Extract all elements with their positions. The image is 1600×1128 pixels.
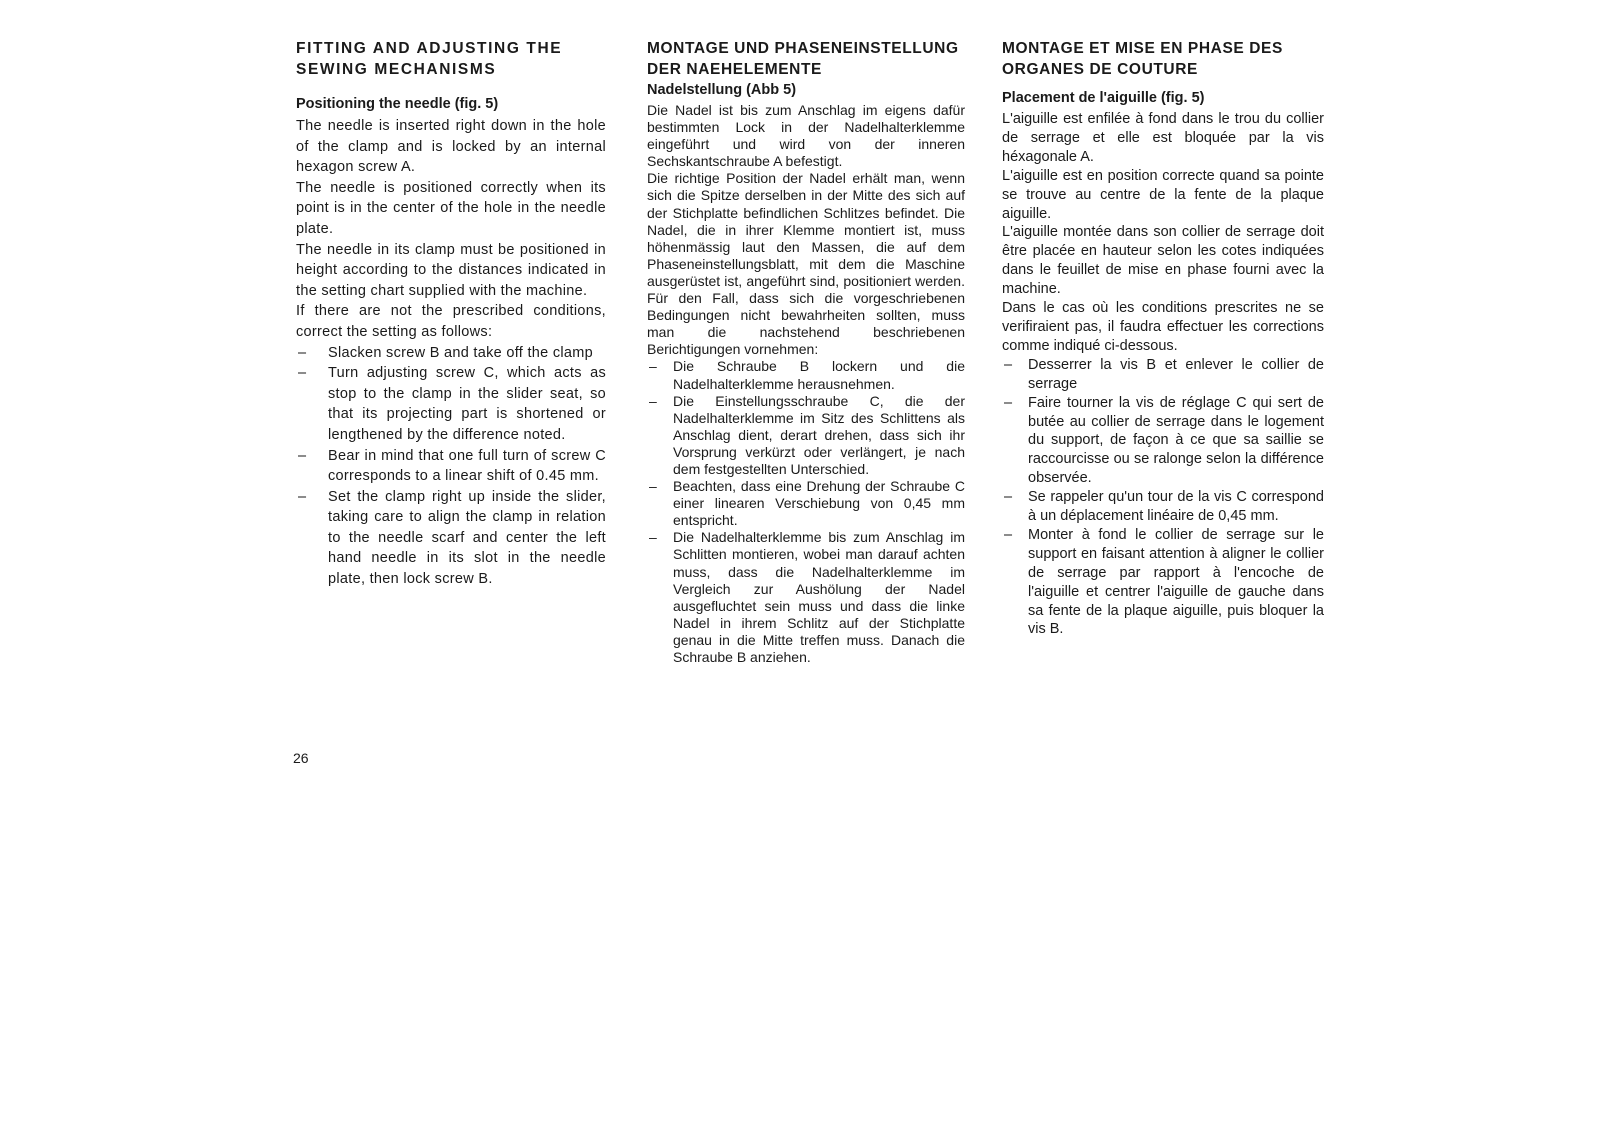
dash-bullet: – (298, 344, 307, 361)
list-item (647, 393, 965, 478)
dash-bullet: – (298, 365, 307, 382)
french-column (1002, 38, 1324, 639)
step-text: Desserrer la vis B et enlever le collier de serrage (1028, 356, 1324, 392)
french-subheading: Placement de l'aiguille (fig. 5) (1002, 90, 1205, 106)
french-steps-list (1002, 356, 1324, 640)
step-text: Se rappeler qu'un tour de la vis C correspond à un déplacement linéaire de 0,45 mm. (1028, 489, 1324, 525)
list-item (1002, 488, 1324, 526)
dash-bullet: – (649, 358, 657, 375)
list-item (1002, 394, 1324, 489)
step-text: Slacken screw B and take off the clamp (328, 344, 594, 361)
page-number: 26 (293, 750, 309, 766)
dash-bullet: – (298, 447, 307, 464)
english-paragraph: The needle is positioned correctly when its point is in the center of the hole in the needle plate. (296, 179, 606, 237)
french-paragraph: L'aiguille est enfilée à fond dans le trou du collier de serrage et elle est bloquée par la vis héxagonale A. (1002, 111, 1324, 165)
english-column (296, 38, 606, 590)
english-paragraph: If there are not the prescribed conditions, correct the setting as follows: (296, 303, 606, 340)
list-item (296, 487, 606, 590)
list-item (647, 478, 965, 529)
german-paragraph: Die richtige Position der Nadel erhält man, wenn sich die Spitze derselben in der Mitte des sich auf der Stichplatte befindlichen Schlitzes befindet. Die Nadel, die in ihrer Klemme montiert ist, muss höhenmässig laut den Massen, die auf dem Phaseneinstellungsblatt, mit dem die Maschine ausgerüstet ist, angeführt sind, positioniert werden. Für den Fall, dass sich die vorgeschriebenen Bedingungen nicht bewahrheiten sollten, muss man die nachstehend beschriebenen Berichtigungen vornehmen: (647, 170, 965, 358)
step-text: Die Schraube B lockern und die Nadelhalterklemme herausnehmen. (673, 358, 965, 392)
step-text: Bear in mind that one full turn of screw C corresponds to a linear shift of 0.45 mm. (328, 447, 606, 485)
step-text: Die Nadelhalterklemme bis zum Anschlag im Schlitten montieren, wobei man darauf achten muss, dass die Nadelhalterklemme im Vergleich zur Aushölung der Nadel ausgefluchtet sein muss und dass die linke Nadel in ihrem Schlitz auf der Stichplatte genau in die Mitte treffen muss. Danach die Schraube B anziehen. (673, 529, 965, 665)
step-text: Faire tourner la vis de réglage C qui sert de butée au collier de serrage dans le logement du support, de façon à ce que sa saillie se raccourcisse ou se ralonge selon la différence observée. (1028, 394, 1324, 487)
dash-bullet: – (298, 488, 307, 505)
german-subheading: Nadelstellung (Abb 5) (647, 82, 797, 98)
list-item (296, 343, 606, 364)
step-text: Turn adjusting screw C, which acts as stop to the clamp in the slider seat, so that its projecting part is shortened or lengthened by the difference noted. (328, 365, 606, 443)
english-subheading: Positioning the needle (fig. 5) (296, 96, 499, 112)
english-heading: FITTING AND ADJUSTING THE SEWING MECHANISMS (296, 40, 563, 78)
step-text: Die Einstellungsschraube C, die der Nadelhalterklemme im Sitz des Schlittens als Anschlag dient, derart drehen, dass sich ihr Vorsprung verkürzt oder verlängert, je nach dem festgestellten Unterschied. (673, 392, 965, 477)
list-item (647, 358, 965, 392)
list-item (1002, 356, 1324, 394)
french-paragraph: L'aiguille montée dans son collier de serrage doit être placée en hauteur selon les cotes indiquées dans le feuillet de mise en phase fourni avec la machine. (1002, 224, 1324, 298)
french-paragraph: L'aiguille est en position correcte quand sa pointe se trouve au centre de la fente de la plaque aiguille. (1002, 167, 1324, 222)
list-item (296, 446, 606, 487)
list-item (296, 363, 606, 445)
step-text: Monter à fond le collier de serrage sur le support en faisant attention à aligner le collier de serrage par rapport à l'encoche de l'aiguille et centrer l'aiguille de gauche dans sa fente de la plaque aiguille, puis bloquer la vis B. (1028, 526, 1324, 638)
english-steps-list (296, 343, 606, 590)
german-heading: MONTAGE UND PHASENEINSTELLUNG DER NAEHELEMENTE (647, 40, 959, 78)
french-paragraph: Dans le cas où les conditions prescrites ne se verifiraient pas, il faudra effectuer les corrections comme indiqué ci-dessous. (1002, 300, 1324, 354)
step-text: Beachten, dass eine Drehung der Schraube C einer linearen Verschiebung von 0,45 mm entspricht. (673, 478, 965, 529)
german-steps-list (647, 358, 965, 666)
dash-bullet: – (649, 529, 657, 546)
dash-bullet: – (649, 478, 657, 495)
dash-bullet: – (1004, 526, 1013, 543)
french-heading: MONTAGE ET MISE EN PHASE DES ORGANES DE COUTURE (1002, 40, 1283, 78)
dash-bullet: – (1004, 394, 1013, 411)
list-item (647, 529, 965, 666)
german-column (647, 38, 965, 666)
dash-bullet: – (1004, 356, 1013, 373)
german-paragraph: Die Nadel ist bis zum Anschlag im eigens dafür bestimmten Lock in der Nadelhalterklemme eingeführt und wird von der inneren Sechskantschraube A befestigt. (647, 102, 965, 170)
english-paragraph: The needle in its clamp must be positioned in height according to the distances indicated in the setting chart supplied with the machine. (296, 241, 606, 299)
step-text: Set the clamp right up inside the slider, taking care to align the clamp in relation to the needle scarf and center the left hand needle in its slot in the needle plate, then lock screw B. (328, 488, 606, 588)
dash-bullet: – (649, 392, 657, 409)
list-item (1002, 526, 1324, 639)
dash-bullet: – (1004, 489, 1013, 506)
english-paragraph: The needle is inserted right down in the hole of the clamp and is locked by an internal hexagon screw A. (296, 118, 606, 176)
